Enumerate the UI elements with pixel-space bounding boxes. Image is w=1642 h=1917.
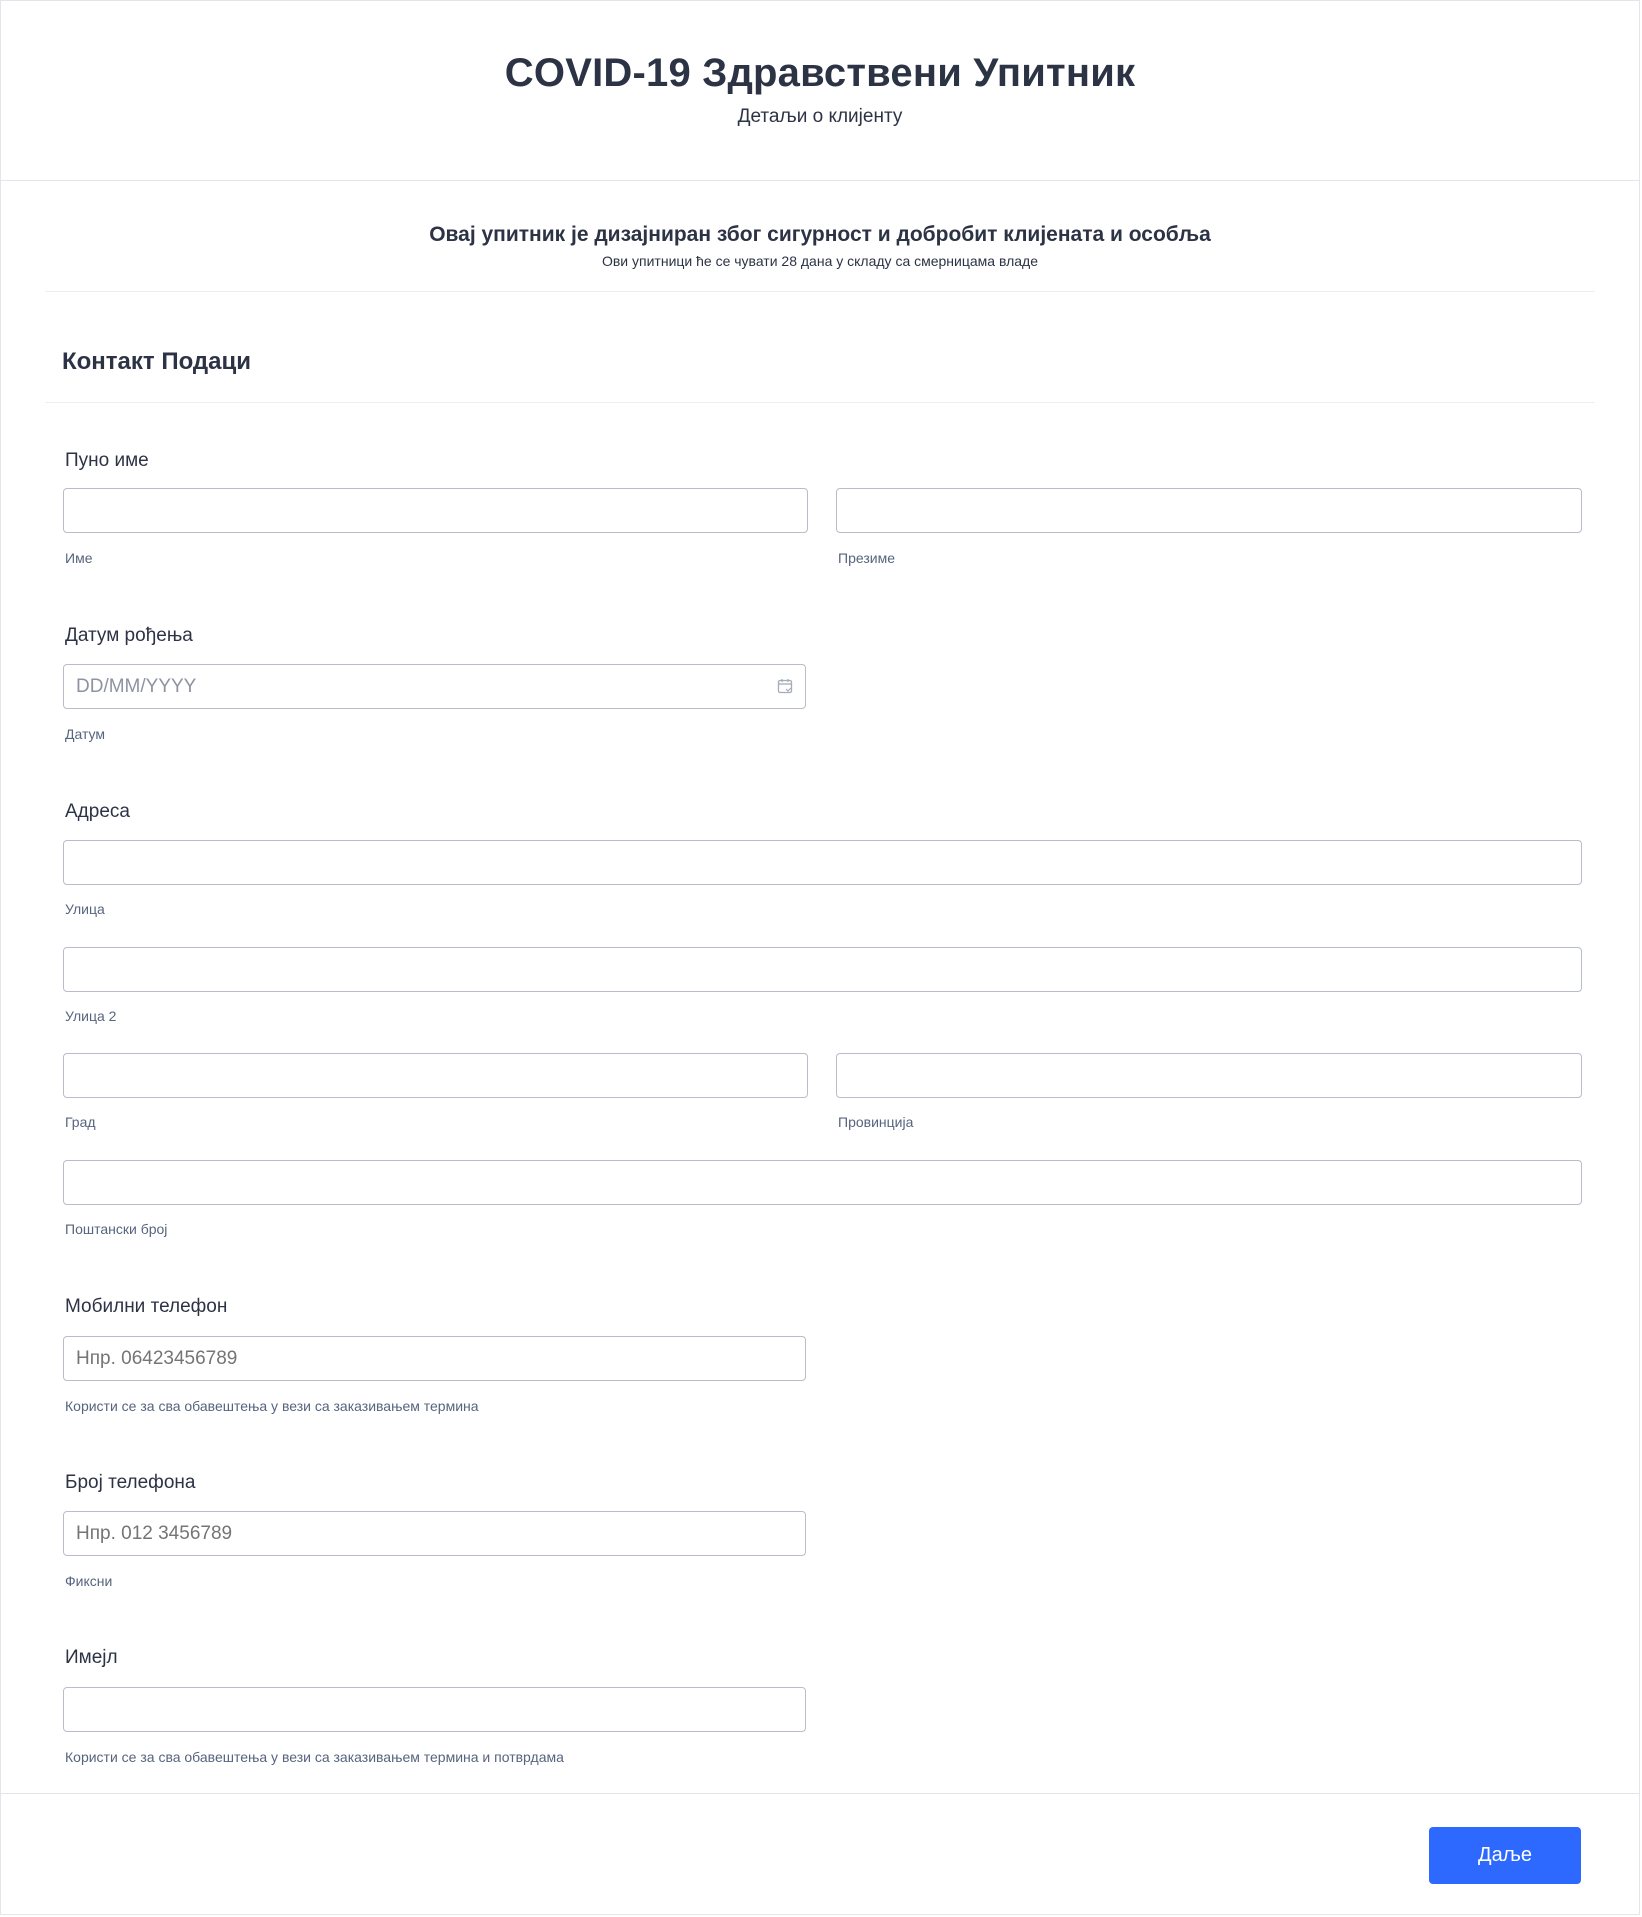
phone-label: Број телефона: [65, 1472, 196, 1493]
last-name-input[interactable]: [836, 488, 1582, 533]
next-button[interactable]: Даље: [1429, 1827, 1581, 1884]
city-sublabel: Град: [65, 1114, 96, 1130]
section-heading: [45, 292, 1595, 403]
email-input[interactable]: [63, 1687, 806, 1732]
dob-label: Датум рођења: [65, 625, 193, 646]
email-label: Имејл: [65, 1647, 118, 1668]
street-sublabel: Улица: [65, 901, 105, 917]
email-sublabel: Користи се за сва обавештења у вези са заказивањем термина и потврдама: [65, 1749, 564, 1765]
intro-note: Ови упитници ће се чувати 28 дана у складу са смерницама владе: [601, 253, 1038, 269]
street2-sublabel: Улица 2: [65, 1008, 117, 1024]
intro-block: [45, 181, 1595, 292]
mobile-input[interactable]: [63, 1336, 806, 1381]
dob-sublabel: Датум: [65, 726, 105, 742]
street-input[interactable]: [63, 840, 1582, 885]
phone-sublabel: Фиксни: [65, 1573, 113, 1589]
form-header: [1, 1, 1639, 181]
postal-code-sublabel: Поштански број: [65, 1221, 168, 1237]
address-label: Адреса: [65, 801, 130, 822]
postal-code-input[interactable]: [63, 1160, 1582, 1205]
province-input[interactable]: [836, 1053, 1582, 1098]
mobile-sublabel: Користи се за сва обавештења у вези са заказивањем термина: [65, 1398, 479, 1414]
section-title: Контакт Подаци: [62, 348, 252, 375]
street2-input[interactable]: [63, 947, 1582, 992]
form-title: COVID-19 Здравствени Упитник: [504, 51, 1136, 95]
first-name-sublabel: Име: [65, 550, 93, 566]
first-name-input[interactable]: [63, 488, 808, 533]
province-sublabel: Провинција: [838, 1114, 914, 1130]
last-name-sublabel: Презиме: [838, 550, 895, 566]
full-name-label: Пуно име: [65, 450, 149, 471]
dob-placeholder: DD/MM/YYYY: [76, 676, 197, 697]
calendar-icon[interactable]: [777, 678, 793, 694]
city-input[interactable]: [63, 1053, 808, 1098]
form-subtitle: Детаљи о клијенту: [737, 106, 903, 127]
dob-input[interactable]: [63, 664, 806, 709]
mobile-label: Мобилни телефон: [65, 1296, 228, 1317]
intro-title: Овај упитник је дизајниран због сигурност и добробит клијената и особља: [429, 223, 1211, 246]
phone-input[interactable]: [63, 1511, 806, 1556]
form-footer: [1, 1793, 1639, 1914]
